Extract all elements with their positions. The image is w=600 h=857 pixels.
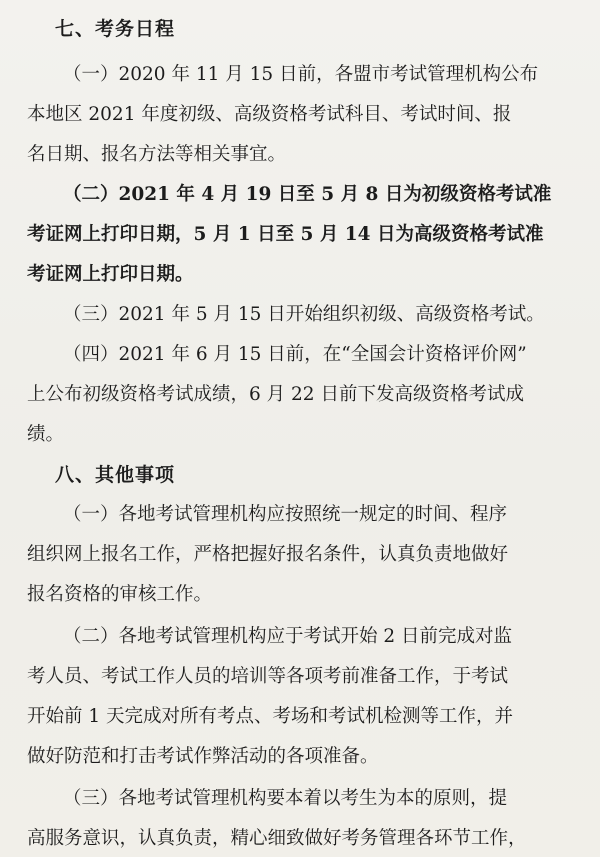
paragraph-line: （一）各地考试管理机构应按照统一规定的时间、程序 xyxy=(63,504,508,525)
paragraph-line: 开始前 1 天完成对所有考点、考场和考试机检测等工作，并 xyxy=(27,706,514,727)
paragraph-line: 上公布初级资格考试成绩，6 月 22 日前下发高级资格考试成 xyxy=(27,384,524,405)
paragraph-line: （四）2021 年 6 月 15 日前，在“全国会计资格评价网” xyxy=(63,344,527,365)
paragraph-line: （三）2021 年 5 月 15 日开始组织初级、高级资格考试。 xyxy=(63,304,545,325)
paragraph-line: 考人员、考试工作人员的培训等各项考前准备工作，于考试 xyxy=(27,666,509,687)
paragraph-line: （一）2020 年 11 月 15 日前，各盟市考试管理机构公布 xyxy=(63,64,539,85)
paragraph-line: 做好防范和打击考试作弊活动的各项准备。 xyxy=(27,746,379,767)
paragraph-line: 组织网上报名工作，严格把握好报名条件，认真负责地做好 xyxy=(27,544,509,565)
paragraph-line: 考证网上打印日期。 xyxy=(27,264,194,285)
paragraph-line: （二）2021 年 4 月 19 日至 5 月 8 日为初级资格考试准 xyxy=(63,184,552,205)
paragraph-line: 本地区 2021 年度初级、高级资格考试科目、考试时间、报 xyxy=(27,104,512,125)
paragraph-line: 名日期、报名方法等相关事宜。 xyxy=(27,144,287,165)
paragraph-line: 报名资格的审核工作。 xyxy=(27,584,213,605)
paragraph-line: 绩。 xyxy=(27,424,65,445)
paragraph-line: （三）各地考试管理机构要本着以考生为本的原则，提 xyxy=(63,788,508,809)
paragraph-line: （二）各地考试管理机构应于考试开始 2 日前完成对监 xyxy=(63,626,513,647)
paragraph-line: 考证网上打印日期，5 月 1 日至 5 月 14 日为高级资格考试准 xyxy=(27,224,544,245)
paragraph-line: 高服务意识，认真负责，精心细致做好考务管理各环节工作， xyxy=(27,828,527,849)
section-heading-other-matters: 八、其他事项 xyxy=(55,464,176,486)
section-heading-schedule: 七、考务日程 xyxy=(55,18,176,40)
